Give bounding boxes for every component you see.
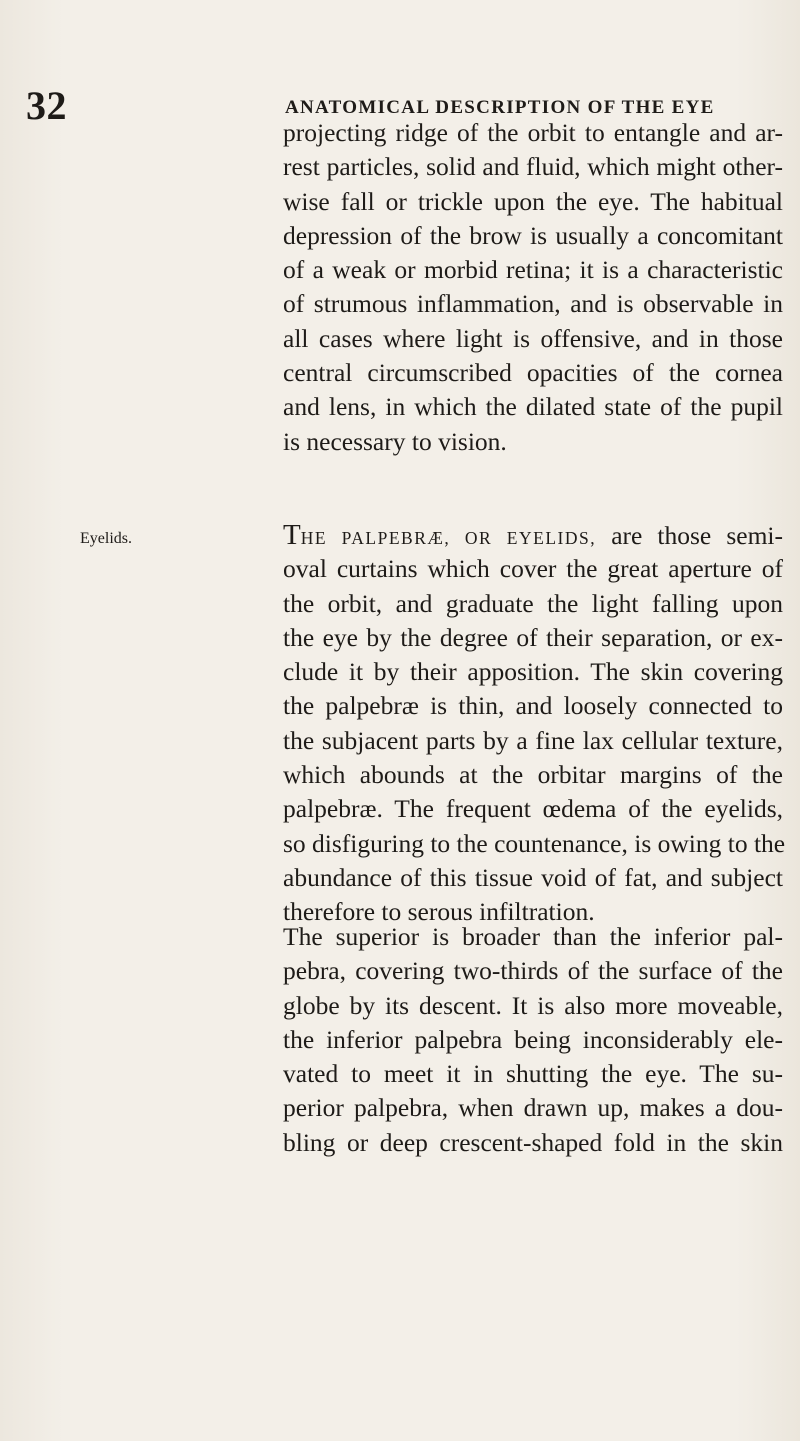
text-line: is necessary to vision. [283,426,507,456]
text-line: abundance of this tissue void of fat, and subject [283,862,783,892]
text-line: the subjacent parts by a fine lax cellular texture, [283,725,783,755]
text-line: therefore to serous infiltration. [283,897,595,927]
text-line: all cases where light is offensive, and in those [283,323,783,353]
opening-line-rest: are those semi- [596,521,783,550]
text-line: wise fall or trickle upon the eye. The habitual [283,186,783,216]
text-line: vated to meet it in shutting the eye. The su- [283,1059,783,1089]
page-number: 32 [26,83,67,128]
text-line: the inferior palpebra being inconsiderably ele- [283,1024,783,1054]
text-line: perior palpebra, when drawn up, makes a dou- [283,1093,783,1123]
text-line: pebra, covering two-thirds of the surface of the [283,956,783,986]
text-line: projecting ridge of the orbit to entangle and ar- [283,118,783,147]
running-head: ANATOMICAL DESCRIPTION OF THE EYE [285,97,715,118]
text-line: and lens, in which the dilated state of the pupil [283,392,783,422]
text-line: so disfiguring to the countenance, is owing to the [283,828,786,858]
small-caps-heading: HE PALPEBRÆ, OR EYELIDS, [300,528,597,548]
text-line: the orbit, and graduate the light falling upon [283,588,783,618]
text-line: which abounds at the orbitar margins of the [283,760,783,790]
paragraph-brow [283,116,783,459]
text-line: globe by its descent. It is also more moveable, [283,990,783,1020]
initial-capital: T [283,519,301,551]
text-line: depression of the brow is usually a concomitant [283,220,783,250]
text-line: bling or deep crescent-shaped fold in the skin [283,1127,783,1157]
text-line: palpebræ. The frequent œdema of the eyelids, [283,794,783,824]
opening-line [283,518,783,552]
text-line: of a weak or morbid retina; it is a characteristic [283,255,783,285]
text-line: the palpebræ is thin, and loosely connected to [283,691,783,721]
text-line: the eye by the degree of their separation, or ex- [283,622,783,652]
text-line: of strumous inflammation, and is observable in [283,289,783,319]
text-line: clude it by their apposition. The skin covering [283,657,783,687]
text-line: oval curtains which cover the great aperture of [283,554,783,584]
text-line: rest particles, solid and fluid, which might other- [283,152,783,182]
margin-note-eyelids: Eyelids. [80,530,132,547]
text-line: central circumscribed opacities of the cornea [283,358,783,388]
paragraph-eyelids [283,518,786,930]
text-line: The superior is broader than the inferior pal- [283,922,783,951]
paragraph-superior-palpebra [283,920,783,1160]
